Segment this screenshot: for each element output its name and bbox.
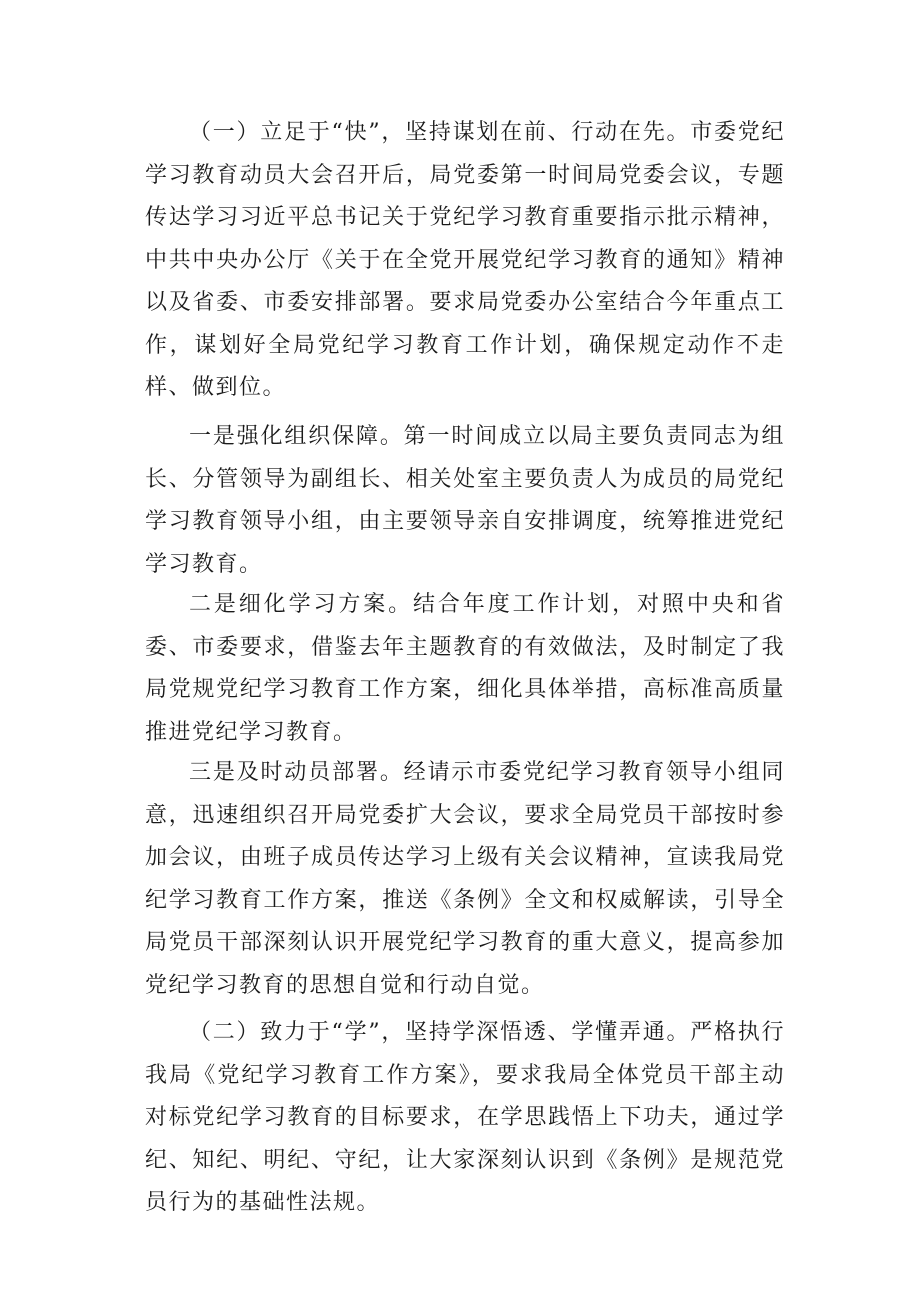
paragraph-organization: 一是强化组织保障。第一时间成立以局主要负责同志为组长、分管领导为副组长、相关处室主要负责人为成员的局党纪学习教育领导小组，由主要领导亲自安排调度，统筹推进党纪学习教育。 xyxy=(145,424,785,577)
paragraph-section-two: （二）致力于“学”，坚持学深悟透、学懂弄通。严格执行我局《党纪学习教育工作方案》，要求我局全体党员干部主动对标党纪学习教育的目标要求，在学思践悟上下功夫，通过学纪、知纪、明纪、守纪，让大家深刻认识到《条例》是规范党员行为的基础性法规。 xyxy=(145,1020,785,1215)
paragraph-section-one: （一）立足于“快”，坚持谋划在前、行动在先。市委党纪学习教育动员大会召开后，局党委第一时间局党委会议，专题传达学习习近平总书记关于党纪学习教育重要指示批示精神，中共中央办公厅《关于在全党开展党纪学习教育的通知》精神以及省委、市委安排部署。要求局党委办公室结合今年重点工作，谋划好全局党纪学习教育工作计划，确保规定动作不走样、做到位。 xyxy=(145,120,785,400)
paragraph-study-plan: 二是细化学习方案。结合年度工作计划，对照中央和省委、市委要求，借鉴去年主题教育的有效做法，及时制定了我局党规党纪学习教育工作方案，细化具体举措，高标准高质量推进党纪学习教育。 xyxy=(145,592,785,745)
paragraph-mobilization: 三是及时动员部署。经请示市委党纪学习教育领导小组同意，迅速组织召开局党委扩大会议，要求全局党员干部按时参加会议，由班子成员传达学习上级有关会议精神，宣读我局党纪学习教育工作方案，推送《条例》全文和权威解读，引导全局党员干部深刻认识开展党纪学习教育的重大意义，提高参加党纪学习教育的思想自觉和行动自觉。 xyxy=(145,760,785,998)
